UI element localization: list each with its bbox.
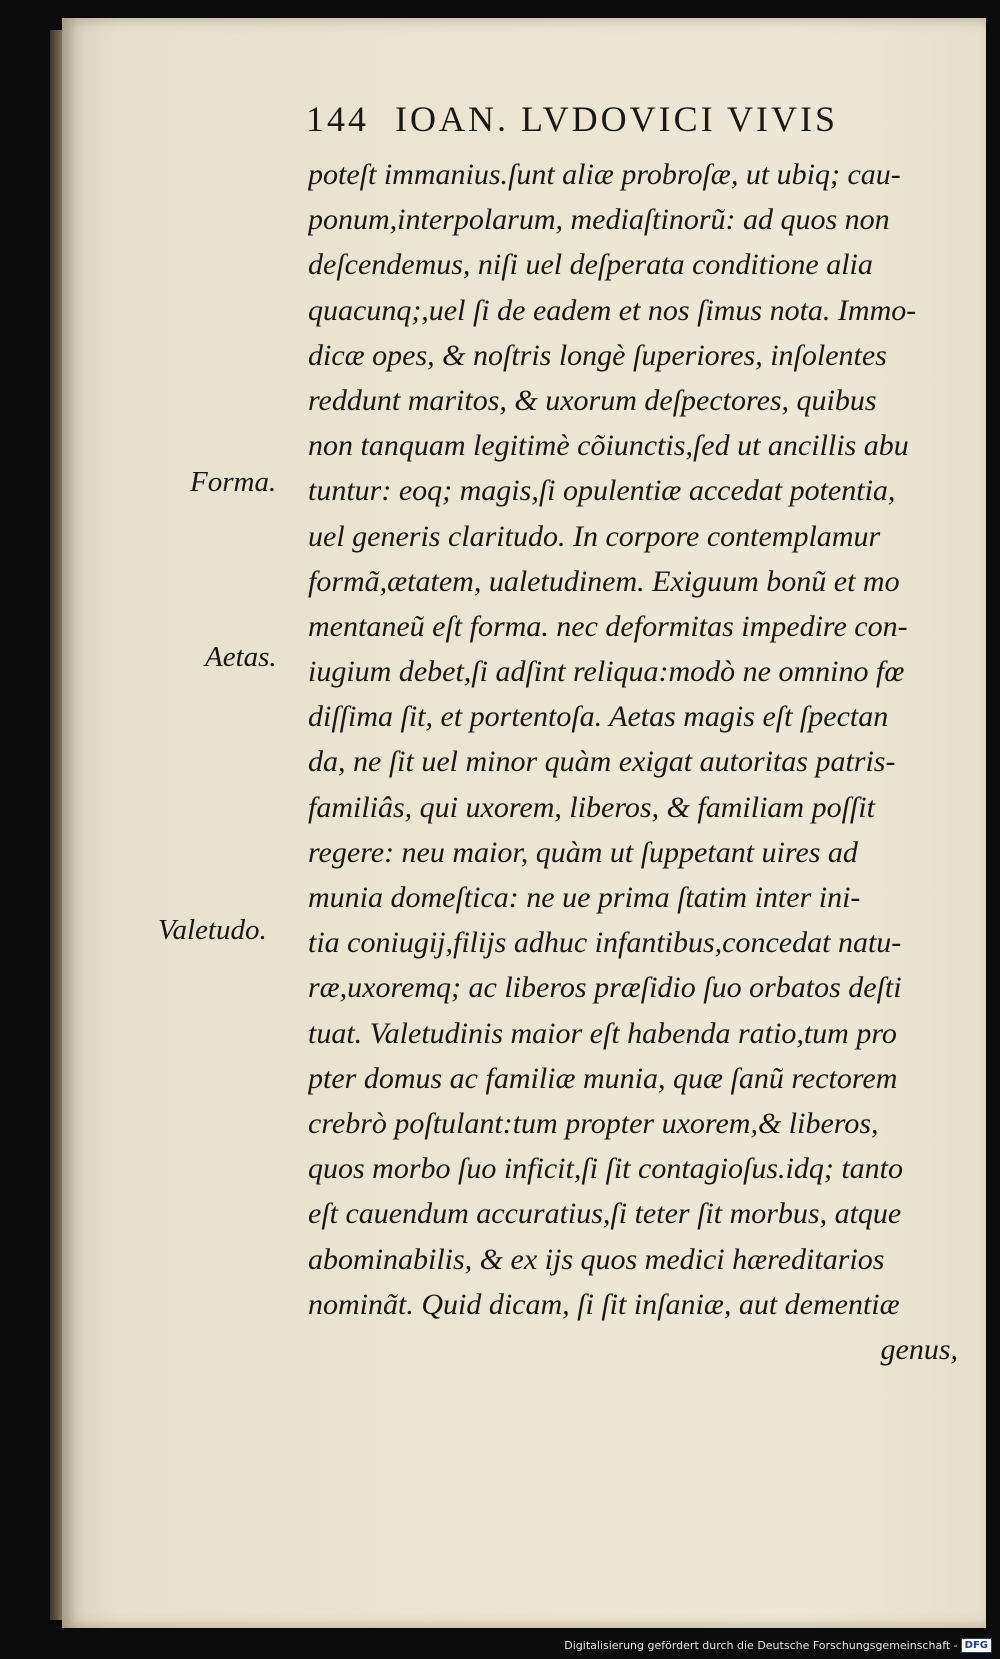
dfg-logo: DFG (961, 1638, 992, 1653)
margin-note-valetudo: Valetudo. (158, 914, 267, 946)
page-number: 144 (306, 99, 369, 139)
running-head (306, 98, 838, 140)
text-line: quos morbo ſuo inficit,ſi ſit contagioſus.idq; tanto (308, 1152, 904, 1186)
text-line: ræ,uxoremq; ac liberos præſidio ſuo orbatos deſti (308, 971, 902, 1005)
margin-note-aetas: Aetas. (205, 641, 277, 673)
margin-note-forma: Forma. (190, 466, 277, 498)
text-line: non tanquam legitimè cõiunctis,ſed ut ancillis abu (308, 429, 909, 463)
body-text (308, 152, 958, 1372)
text-line: dicæ opes, & noſtris longè ſuperiores, inſolentes (308, 338, 887, 372)
text-line: formã,ætatem, ualetudinem. Exiguum bonũ et mo (308, 564, 900, 598)
text-line: crebrò poſtulant:tum propter uxorem,& liberos, (308, 1106, 879, 1140)
text-line: tuntur: eoq; magis,ſi opulentiæ accedat potentia, (308, 474, 896, 508)
text-line: pter domus ac familiæ munia, quæ ſanũ rectorem (308, 1061, 898, 1095)
text-line: reddunt maritos, & uxorum deſpectores, quibus (308, 383, 877, 417)
text-line: familiâs, qui uxorem, liberos, & familiam poſſit (308, 790, 875, 824)
text-line: da, ne ſit uel minor quàm exigat autoritas patris- (308, 745, 896, 779)
credit-text: Digitalisierung gefördert durch die Deutsche Forschungsgemeinschaft - (564, 1639, 958, 1652)
text-line: regere: neu maior, quàm ut ſuppetant uires ad (308, 835, 858, 869)
text-line: poteſt immanius.ſunt aliæ probroſæ, ut ubiq; cau- (308, 158, 901, 191)
text-line: uel generis claritudo. In corpore contemplamur (308, 519, 881, 553)
text-line: deſcendemus, niſi uel deſperata conditione alia (308, 248, 873, 282)
digitization-credit (564, 1638, 992, 1653)
text-line: iugium debet,ſi adſint reliqua:modò ne omnino fœ (308, 655, 905, 689)
running-title: IOAN. LVDOVICI VIVIS (395, 99, 838, 139)
text-line: eſt cauendum accuratius,ſi teter ſit morbus, atque (308, 1197, 902, 1231)
text-line: abominabilis, & ex ijs quos medici hæreditarios (308, 1242, 885, 1276)
text-line: nominãt. Quid dicam, ſi ſit inſaniæ, aut dementiæ (308, 1287, 900, 1321)
text-line: tia coniugij,filijs adhuc infantibus,concedat natu- (308, 926, 902, 960)
text-line: diſſima ſit, et portentoſa. Aetas magis eſt ſpectan (308, 700, 889, 734)
text-line: tuat. Valetudinis maior eſt habenda ratio,tum pro (308, 1016, 897, 1050)
text-line: ponum,interpolarum, mediaſtinorũ: ad quos non (308, 203, 890, 237)
catchword: genus, (880, 1332, 958, 1366)
text-line: mentaneũ eſt forma. nec deformitas impedire con- (308, 609, 908, 643)
text-line: quacunq;,uel ſi de eadem et nos ſimus nota. Immo- (308, 293, 917, 327)
text-line: munia domeſtica: ne ue prima ſtatim inter ini- (308, 881, 861, 914)
